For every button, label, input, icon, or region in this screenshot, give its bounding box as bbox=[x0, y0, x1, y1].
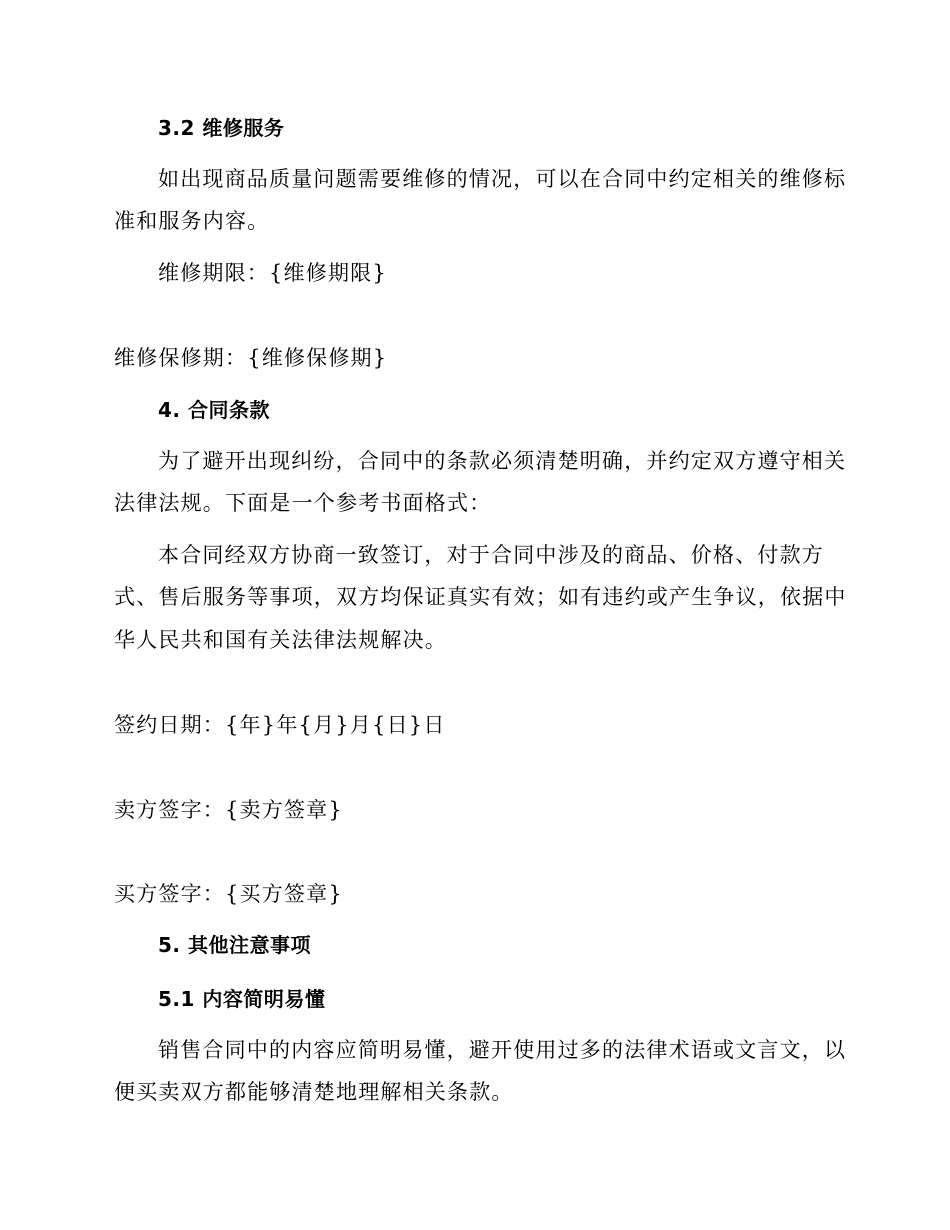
paragraph-line: 为了避开出现纠纷，合同中的条款必须清楚明确，并约定双方遵守相关 bbox=[158, 449, 847, 473]
repair-warranty-field: 维修保修期：{维修保修期} bbox=[114, 346, 388, 370]
buyer-signature-field: 买方签字：{买方签章} bbox=[114, 882, 343, 906]
template-paragraph-line: 本合同经双方协商一致签订，对于合同中涉及的商品、价格、付款方 bbox=[158, 543, 824, 567]
paragraph-line: 如出现商品质量问题需要维修的情况，可以在合同中约定相关的维修标 bbox=[158, 167, 847, 191]
section-heading-3-2: 3.2 维修服务 bbox=[158, 116, 285, 140]
section-heading-5: 5. 其他注意事项 bbox=[158, 933, 311, 957]
paragraph-line: 法律法规。下面是一个参考书面格式： bbox=[114, 491, 492, 515]
section-heading-4: 4. 合同条款 bbox=[158, 398, 270, 422]
paragraph-line: 销售合同中的内容应简明易懂，避开使用过多的法律术语或文言文，以 bbox=[158, 1038, 847, 1062]
template-paragraph-line: 华人民共和国有关法律法规解决。 bbox=[114, 628, 447, 652]
repair-period-field: 维修期限：{维修期限} bbox=[158, 261, 387, 285]
section-heading-5-1: 5.1 内容简明易懂 bbox=[158, 987, 326, 1011]
seller-signature-field: 卖方签字：{卖方签章} bbox=[114, 798, 343, 822]
template-paragraph-line: 式、售后服务等事项，双方均保证真实有效；如有违约或产生争议，依据中 bbox=[114, 585, 847, 609]
sign-date-field: 签约日期：{年}年{月}月{日}日 bbox=[114, 713, 446, 737]
paragraph-line: 准和服务内容。 bbox=[114, 209, 270, 233]
paragraph-line: 便买卖双方都能够清楚地理解相关条款。 bbox=[114, 1080, 514, 1104]
